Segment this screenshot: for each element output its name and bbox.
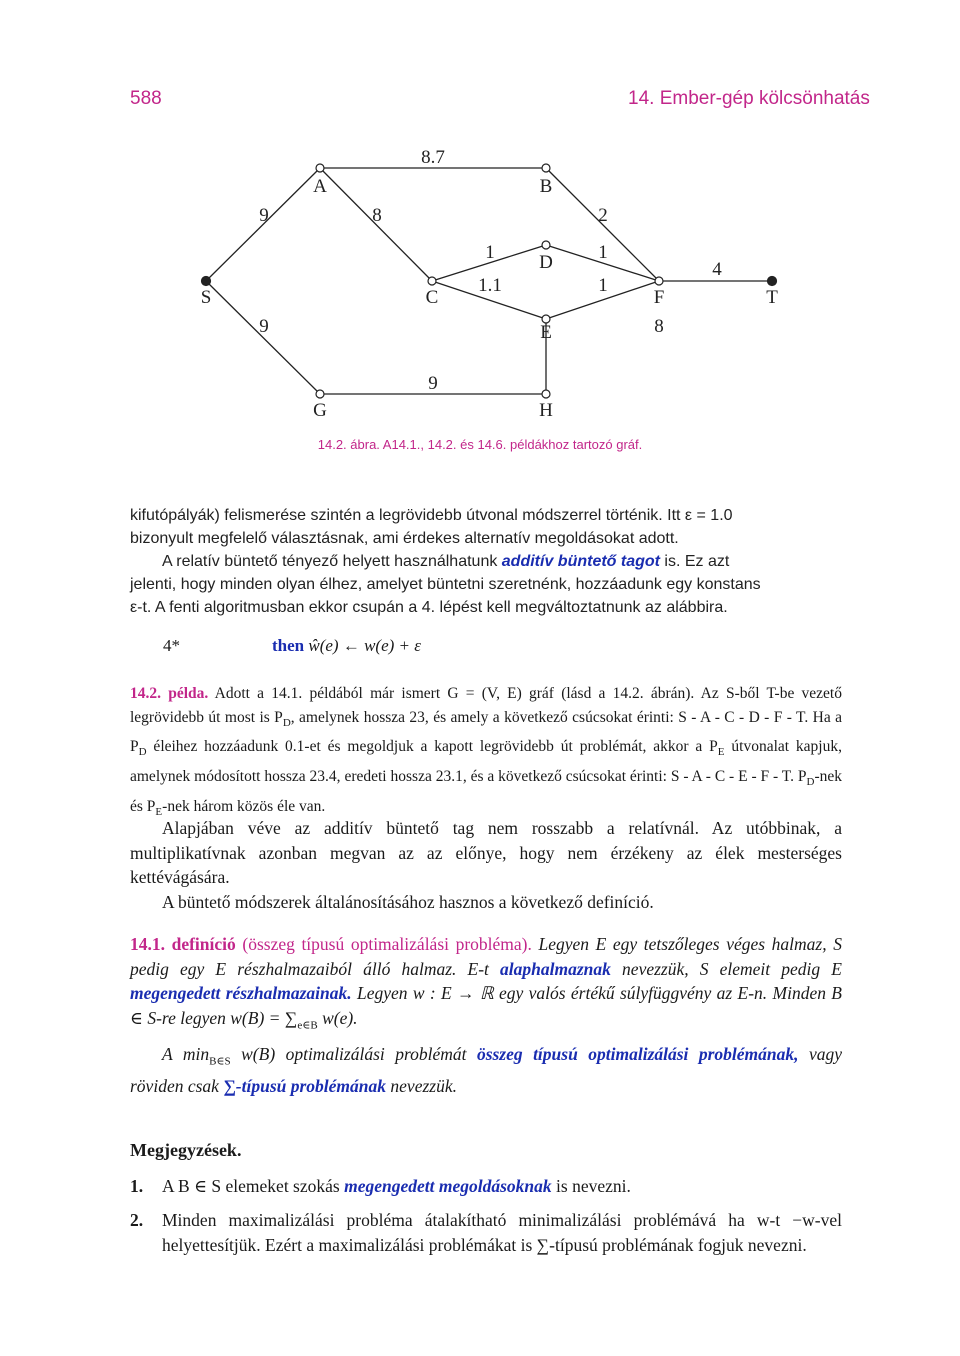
example-label: 14.2. példa. <box>130 685 209 702</box>
sub-e-2: E <box>155 805 163 818</box>
example-text-6: -nek három közös éle van. <box>162 797 326 815</box>
node-g <box>316 390 324 398</box>
algorithm-line <box>272 636 421 656</box>
remark-1-a: A B ∈ S elemeket szokás <box>162 1176 345 1196</box>
then-keyword: then <box>272 636 305 655</box>
p1-line-3a: A relatív büntető tényező helyett használhatunk <box>162 553 502 570</box>
definition-title: (összeg típusú optimalizálási probléma). <box>235 934 532 954</box>
def-text-6: w(B) optimalizálási problémát <box>230 1043 477 1064</box>
p1-line-2: bizonyult megfelelő választásnak, ami érdekes alternatív megoldásokat adott. <box>130 530 679 547</box>
def-text-1: Legyen E egy tetszőleges véges halmaz, S pedig egy E részhalmazaiból álló halmaz. E-t <box>130 934 842 979</box>
algorithm-step-number: 4* <box>163 636 180 655</box>
example-text-2: , amelynek hossza 23, és amely a következő csúcsokat érinti: S - A - C - D - F - T. Ha a P <box>130 708 842 756</box>
node-t <box>768 277 777 286</box>
label-b: B <box>539 176 553 197</box>
sub-d-1: D <box>282 716 291 729</box>
additive-term: additív büntető tagot <box>501 553 660 570</box>
paragraph-1 <box>130 504 842 619</box>
def-text-2: nevezzük, S elemeit pedig E <box>610 958 842 979</box>
def-text-8: nevezzük. <box>386 1075 457 1096</box>
paragraph-2: Alapjában véve az additív büntető tag nem rosszabb a relatívnál. Az utóbbinak, a multiplikatívnak azonban megvan az az előnye, hogy nem érzékeny az élek mesterséges kettévágására. <box>130 818 842 887</box>
def-text-7: vagy röviden csak <box>130 1043 843 1096</box>
def-text-5: A min <box>162 1043 210 1064</box>
node-a <box>316 164 324 172</box>
remark-1 <box>130 1174 842 1199</box>
def-text-4: w(e). <box>317 1007 358 1028</box>
sub-e-1: E <box>717 746 725 759</box>
label-s: S <box>200 287 212 308</box>
label-h: H <box>539 400 553 421</box>
remark-2 <box>130 1208 842 1257</box>
paragraph-3: A büntető módszerek általánosításához hasznos a következő definíció. <box>162 891 654 912</box>
definition-label: 14.1. definíció <box>130 934 236 954</box>
term-feasible-solutions: megengedett megoldásoknak <box>344 1176 552 1196</box>
p1-line-1: kifutópályák) felismerése szintén a legrövidebb útvonal módszerrel történik. Itt ε = 1.0 <box>130 507 733 524</box>
remark-1-c: is nevezni. <box>551 1176 631 1196</box>
node-f <box>655 277 663 285</box>
algorithm-formula: ŵ(e) ← w(e) + ε <box>308 636 421 655</box>
def-text-3: Legyen w : E → ℝ egy valós értékű súlyfüggvény az E-n. Minden B ∈ S-re legyen w(B) = ∑ <box>130 983 842 1028</box>
node-c <box>428 277 436 285</box>
weight-s-g: 9 <box>259 316 269 337</box>
remark-1-text <box>162 1174 842 1199</box>
weight-f-t: 4 <box>712 259 722 280</box>
label-f: F <box>653 287 665 308</box>
label-e: E <box>540 322 552 343</box>
definition-block <box>130 932 842 1098</box>
weight-a-c: 8 <box>372 205 382 226</box>
example-text-4: útvonalat kapjuk, amelynek módosított hossza 23.4, eredeti hossza 23.1, és a következő csúcsokat érinti: S - A - C - E - F - T. P <box>130 738 842 785</box>
definition-part-2 <box>130 1042 842 1099</box>
page-number: 588 <box>130 88 162 109</box>
node-b <box>542 164 550 172</box>
node-h <box>542 390 550 398</box>
weight-g-h: 9 <box>428 373 438 394</box>
remark-2-number: 2. <box>130 1210 144 1230</box>
weight-b-f: 2 <box>598 205 608 226</box>
term-feasible-subsets: megengedett részhalmazainak. <box>130 983 352 1003</box>
term-sum-type-problem: összeg típusú optimalizálási problémának, <box>476 1043 799 1064</box>
weight-c-e: 1.1 <box>478 275 502 296</box>
remark-1-number: 1. <box>130 1176 144 1196</box>
p1-line-5: ε-t. A fenti algoritmusban ekkor csupán a 4. lépést kell megváltoztatnunk az alábbira. <box>130 599 728 616</box>
figure-caption <box>130 437 830 452</box>
min-subscript: B∈S <box>209 1055 231 1067</box>
remarks-heading: Megjegyzések. <box>130 1140 242 1160</box>
p1-line-3c: is. Ez azt <box>659 553 730 570</box>
example-text-3: éleihez hozzáadunk 0.1-et és megoldjuk a kapott legrövidebb út problémát, akkor a P <box>146 738 718 756</box>
weight-a-b: 8.7 <box>421 147 445 168</box>
sub-d-3: D <box>806 776 815 789</box>
label-c: C <box>425 287 439 308</box>
weight-e-h: 8 <box>654 316 664 337</box>
label-t: T <box>766 287 778 308</box>
p1-line-3 <box>130 550 842 573</box>
graph-figure <box>0 0 960 460</box>
label-g: G <box>313 400 327 421</box>
label-d: D <box>539 252 553 273</box>
remark-2-text: Minden maximalizálási probléma átalakítható minimalizálási problémává ha w-t −w-vel helyettesítjük. Ezért a maximalizálási problémákat is ∑-típusú problémának fogjuk nevezni. <box>162 1210 842 1255</box>
example-text-1: Adott a 14.1. példából már ismert G = (V, E) gráf (lásd a 14.2. ábrán). Az S-ből T-be vezető legrövidebb út most is P <box>130 685 842 726</box>
figure-caption-text: 14.2. ábra. A14.1., 14.2. és 14.6. példákhoz tartozó gráf. <box>317 437 643 452</box>
edge-s-g <box>206 281 320 394</box>
weight-e-f: 1 <box>598 275 608 296</box>
term-base-set: alaphalmaznak <box>500 958 611 979</box>
definition-part-1 <box>130 932 842 1038</box>
sub-d-2: D <box>138 746 147 759</box>
example-text-5: -nek és P <box>130 767 842 815</box>
node-d <box>542 241 550 249</box>
body-paragraphs <box>130 816 842 914</box>
sum-subscript: e∈B <box>297 1019 318 1031</box>
example-paragraph <box>130 682 842 824</box>
node-s <box>202 277 211 286</box>
term-sigma-type-problem: ∑-típusú problémának <box>223 1075 387 1096</box>
label-a: A <box>313 176 327 197</box>
weight-c-d: 1 <box>485 242 495 263</box>
weight-d-f: 1 <box>598 242 608 263</box>
chapter-title: 14. Ember-gép kölcsönhatás <box>628 88 870 109</box>
weight-s-a: 9 <box>259 205 269 226</box>
p1-line-4: jelenti, hogy minden olyan élhez, amelyet büntetni szeretnénk, hozzáadunk egy konstans <box>130 576 761 593</box>
